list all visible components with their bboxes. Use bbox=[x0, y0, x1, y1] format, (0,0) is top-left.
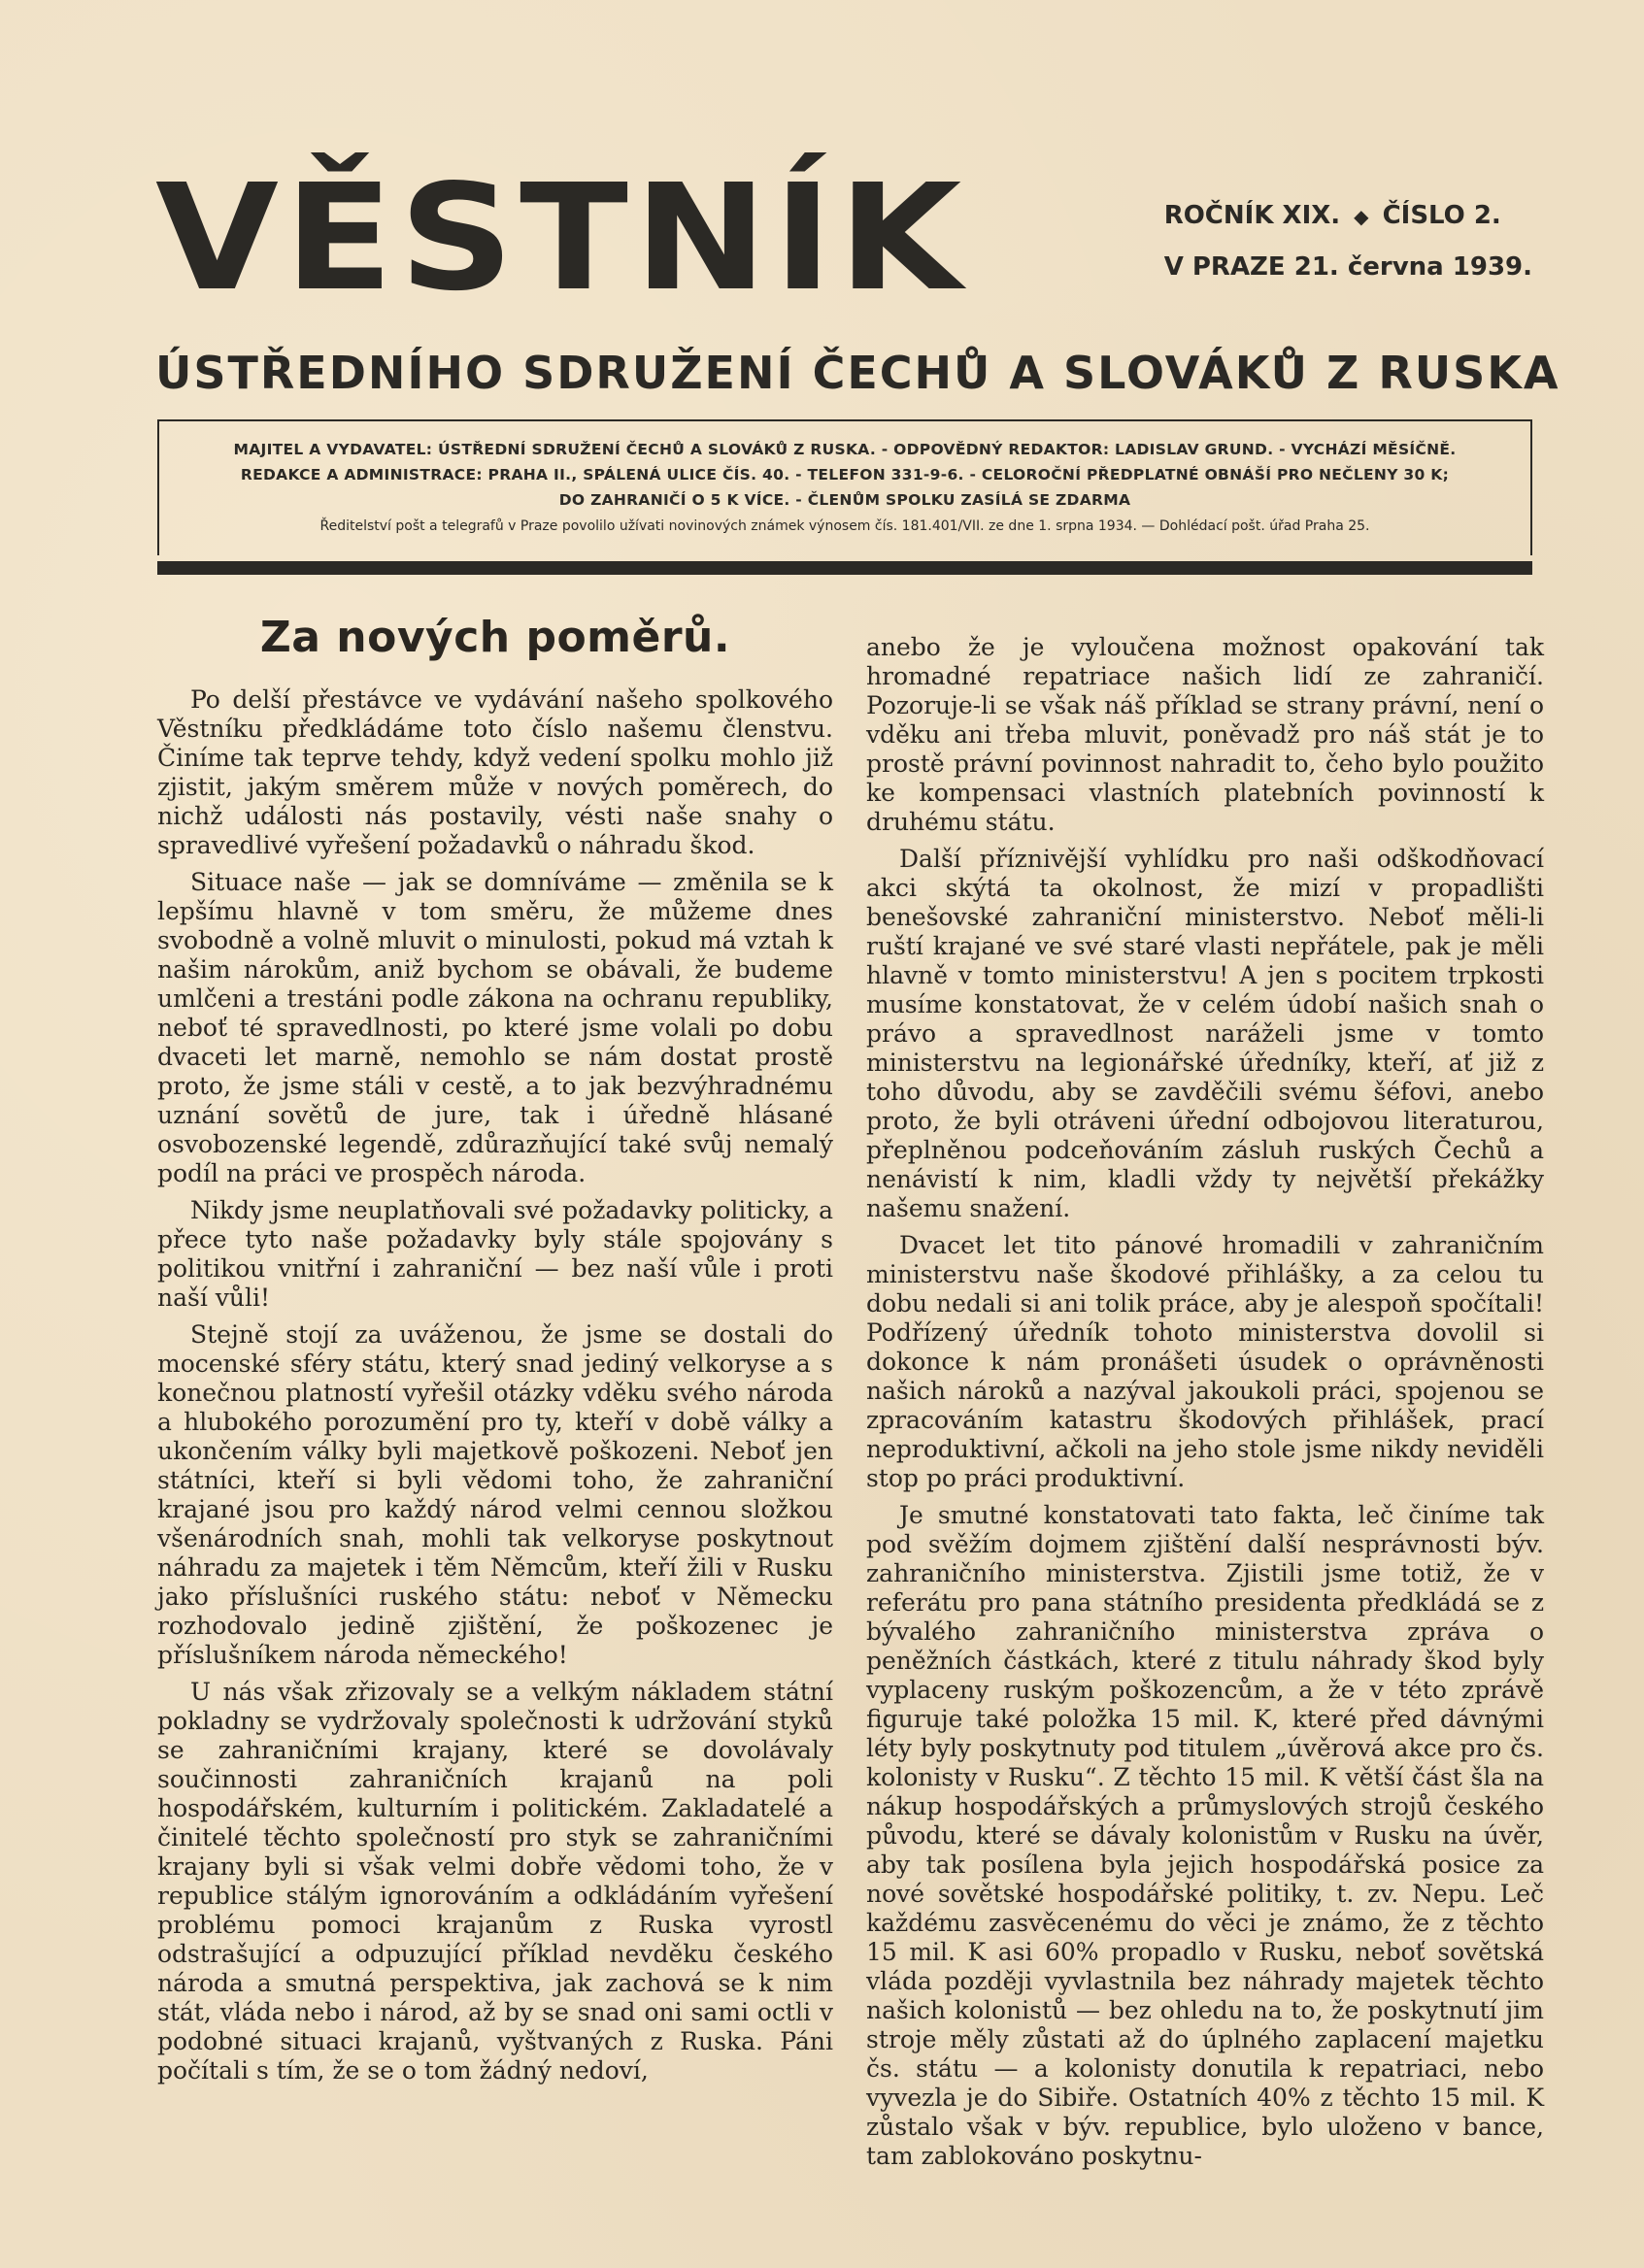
issue-date: V PRAZE 21. června 1939. bbox=[1163, 252, 1532, 282]
issue-volume: ROČNÍK XIX. bbox=[1163, 201, 1341, 230]
masthead-title: VĚSTNÍK bbox=[155, 152, 968, 323]
info-line: Ředitelství pošt a telegrafů v Praze povolilo užívati novinových známek výnosem čís. 181.401/VII. ze dne 1. srpna 1934. — Dohlédací pošt. úřad Praha 25. bbox=[319, 518, 1370, 534]
publisher-info-box bbox=[157, 419, 1532, 555]
paragraph: anebo že je vyloučena možnost opakování tak hromadné repatriace našich lidí ze zahraničí. Pozoruje-li se však náš příklad se strany právní, není o vděku ani třeba mluvit, poněvadž pro náš stát je to prostě právní povinnost nahradit to, čeho bylo použito ke kompensaci vlastních platebních povinností k druhému státu. bbox=[866, 633, 1544, 836]
paragraph: Nikdy jsme neuplatňovali své požadavky politicky, a přece tyto naše požadavky byly stále spojovány s politikou vnitřní i zahraniční — bez naší vůle i proti naší vůli! bbox=[157, 1196, 833, 1312]
paragraph: Další příznivější vyhlídku pro naši odškodňovací akci skýtá ta okolnost, že mizí v propadlišti benešovské zahraniční ministerstvo. Neboť měli-li ruští krajané ve své staré vlasti nepřátele, pak je měli hlavně v tomto ministerstvu! A jen s pocitem trpkosti musíme konstatovat, že v celém údobí našich snah o právo a spravedlnost naráželi jsme v tomto ministerstvu na legionářské úředníky, kteří, ať již z toho důvodu, aby se zavděčili svému šéfovi, anebo proto, že byli otráveni úřední odbojovou literaturou, přeplněnou podceňováním zásluh ruských Čechů a nenávistí k nim, kladli vždy ty největší překážky našemu snažení. bbox=[866, 845, 1544, 1222]
masthead-subtitle: ÚSTŘEDNÍHO SDRUŽENÍ ČECHŮ A SLOVÁKŮ Z RUSKA bbox=[155, 347, 1560, 399]
paragraph: Dvacet let tito pánové hromadili v zahraničním ministerstvu naše škodové přihlášky, a za celou tu dobu nedali si ani tolik práce, aby je alespoň spočítali! Podřízený úředník tohoto ministerstva dovolil si dokonce k nám pronášeti úsudek o oprávněnosti našich nároků a nazýval jakoukoli práci, spojenou se zpracováním katastru škodových přihlášek, prací neproduktivní, ačkoli na jeho stole jsme nikdy neviděli stop po práci produktivní. bbox=[866, 1231, 1544, 1492]
issue-info bbox=[1164, 190, 1532, 292]
paragraph: Stejně stojí za uváženou, že jsme se dostali do mocenské sféry státu, který snad jediný velkoryse a s konečnou platností vyřešil otázky vděku svého národa a hlubokého porozumění pro ty, kteří v době války a ukončením války byli majetkově poškozeni. Neboť jen státníci, kteří si byli vědomi toho, že zahraniční krajané jsou pro každý národ velmi cennou složkou všenárodních snah, mohli tak velkoryse poskytnout náhradu za majetek i těm Němcům, kteří žili v Rusku jako příslušníci ruského státu: neboť v Německu rozhodovalo jedině zjištění, že poškozenec je příslušníkem národa německého! bbox=[157, 1320, 833, 1669]
paragraph: Po delší přestávce ve vydávání našeho spolkového Věstníku předkládáme toto číslo našemu členstvu. Činíme tak teprve tehdy, když vedení spolku mohlo již zjistit, jakým směrem může v nových poměrech, do nichž události nás postavily, vésti naše snahy o spravedlivé vyřešení požadavků o náhradu škod. bbox=[157, 685, 833, 859]
masthead-rule bbox=[157, 561, 1532, 575]
article-headline: Za nových poměrů. bbox=[259, 613, 731, 662]
issue-number: ČÍSLO 2. bbox=[1382, 201, 1501, 230]
info-line: MAJITEL A VYDAVATEL: ÚSTŘEDNÍ SDRUŽENÍ ČECHŮ A SLOVÁKŮ Z RUSKA. - ODPOVĚDNÝ REDAKTOR: LADISLAV GRUND. - VYCHÁZÍ MĚSÍČNĚ. bbox=[233, 441, 1457, 458]
paragraph: Situace naše — jak se domníváme — změnila se k lepšímu hlavně v tom směru, že můžeme dnes svobodně a volně mluvit o minulosti, pokud má vztah k našim nárokům, aniž bychom se obávali, že budeme umlčeni a trestáni podle zákona na ochranu republiky, neboť té spravedlnosti, po které jsme volali po dobu dvaceti let marně, nemohlo se nám dostat prostě proto, že jsme stáli v cestě, a to jak bezvýhradnému uznání sovětů de jure, tak i úředně hlásané osvobozenské legendě, zdůrazňující také svůj nemalý podíl na práci ve prospěch národa. bbox=[157, 868, 833, 1187]
paragraph: Je smutné konstatovati tato fakta, leč činíme tak pod svěžím dojmem zjištění další nesprávnosti býv. zahraničního ministerstva. Zjistili jsme totiž, že v referátu pro pana státního presidenta předkládá se z bývalého zahraničního ministerstva zpráva o peněžních částkách, které z titulu náhrady škod byly vyplaceny ruským poškozencům, a že v této zprávě figuruje také položka 15 mil. K, které před dávnými léty byly poskytnuty pod titulem „úvěrová akce pro čs. kolonisty v Rusku“. Z těchto 15 mil. K větší část šla na nákup hospodářských a průmyslových strojů českého původu, které se dávaly kolonistům v Rusku na úvěr, aby tak posílena byla jejich hospodářská posice za nové sovětské hospodářské politiky, t. zv. Nepu. Leč každému zasvěcenému do věci je známo, že z těchto 15 mil. K asi 60% propadlo v Rusku, neboť sovětská vláda později vyvlastnila bez náhrady majetek těchto našich kolonistů — bez ohledu na to, že poskytnutí jim stroje měly zůstati až do úplného zaplacení majetku čs. státu — a kolonisty donutila k repatriaci, nebo vyvezla je do Sibiře. Ostatních 40% z těchto 15 mil. K zůstalo však v býv. republice, bylo uloženo v bance, tam zablokováno poskytnu- bbox=[866, 1501, 1544, 2170]
info-line: REDAKCE A ADMINISTRACE: PRAHA II., SPÁLENÁ ULICE ČÍS. 40. - TELEFON 331-9-6. - CELOROČNÍ PŘEDPLATNÉ OBNÁŠÍ PRO NEČLENY 30 K; bbox=[240, 466, 1450, 484]
diamond-icon: ◆ bbox=[1354, 205, 1369, 228]
article-column-left bbox=[157, 613, 833, 2093]
article-column-right bbox=[866, 633, 1544, 2179]
paragraph: U nás však zřizovaly se a velkým nákladem státní pokladny se vydržovaly společnosti k udržování styků se zahraničními krajany, které se dovolávaly součinnosti zahraničních krajanů na poli hospodářském, kulturním i politickém. Zakladatelé a činitelé těchto společností pro styk se zahraničními krajany byli si však velmi dobře vědomi toho, že v republice stálým ignorováním a odkládáním vyřešení problému pomoci krajanům z Ruska vyrostl odstrašující a odpuzující příklad nevděku českého národa a smutná perspektiva, jak zachová se k nim stát, vláda nebo i národ, až by se snad oni sami octli v podobné situaci krajanů, vyštvaných z Ruska. Páni počítali s tím, že se o tom žádný nedoví, bbox=[157, 1678, 833, 2085]
info-line: DO ZAHRANIČÍ O 5 K VÍCE. - ČLENŮM SPOLKU ZASÍLÁ SE ZDARMA bbox=[558, 491, 1131, 509]
